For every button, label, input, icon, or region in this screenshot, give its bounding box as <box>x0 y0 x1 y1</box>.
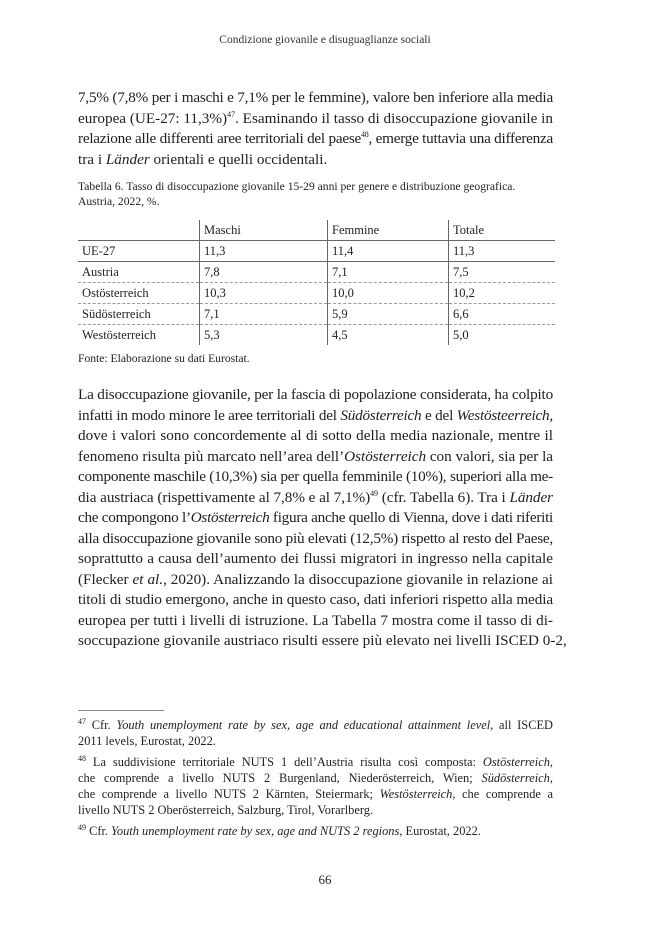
text-run: componente maschile (10,3%) sia per quella femminile (10%), superiori alla me- <box>78 468 553 485</box>
text-run: europea (UE-27: 11,3%) <box>78 109 228 127</box>
italic-term: et al. <box>132 570 164 588</box>
italic-term: Ostösterreich <box>344 447 427 465</box>
table-header-row <box>78 220 555 241</box>
table-cell: 7,1 <box>200 304 328 325</box>
text-run: (Flecker <box>78 570 133 588</box>
italic-title: Youth unemployment rate by sex, age and NUTS 2 regions <box>111 823 400 838</box>
text-run: soccupazione giovanile austriaco risulti essere più elevato nei livelli ISCED 0-2, <box>78 632 567 649</box>
text-run: titoli di studio emergono, anche in questo caso, dati inferiori rispetto alla media <box>78 591 553 608</box>
row-label: UE-27 <box>78 241 200 262</box>
text-run: alla disoccupazione giovanile sono più elevati (12,5%) rispetto al resto del Paese, <box>78 529 553 547</box>
text-run: che compongono l’ <box>78 509 191 526</box>
text-run: dia austriaca (rispettivamente al 7,8% e al 7,1%) <box>78 488 371 506</box>
table-cell: 11,3 <box>449 241 556 262</box>
table-cell: 7,8 <box>200 262 328 283</box>
footnote-47 <box>78 717 553 750</box>
table-cell: 6,6 <box>449 304 556 325</box>
intro-paragraph <box>78 88 553 170</box>
header-cell: Totale <box>449 220 556 241</box>
header-cell <box>78 220 200 241</box>
footnote-ref-49[interactable]: 49 <box>370 488 379 498</box>
text-run: Cfr. <box>86 718 117 732</box>
text-run: , <box>549 770 553 785</box>
table-caption <box>78 179 558 209</box>
text-run: La suddivisione territoriale NUTS 1 dell’Austria risulta così composta: <box>86 754 483 769</box>
text-run: , Eurostat, 2022. <box>399 823 481 838</box>
table-cell: 11,3 <box>200 241 328 262</box>
body-paragraph <box>78 385 567 652</box>
text-run: orientali e quelli occidentali. <box>149 150 328 168</box>
table-cell: 11,4 <box>328 241 449 262</box>
caption-line: Austria, 2022, %. <box>78 195 160 208</box>
unemployment-table <box>78 220 555 345</box>
table-cell: 7,1 <box>328 262 449 283</box>
table-row <box>78 325 555 346</box>
text-run: e del <box>421 406 457 424</box>
text-run: con valori, sia per la <box>426 447 553 465</box>
text-run: livello NUTS 2 Oberösterreich, Salzburg, Tirol, Vorarlberg. <box>78 803 374 818</box>
text-run: Cfr. <box>86 823 112 838</box>
table-row <box>78 304 555 325</box>
table-cell: 10,2 <box>449 283 556 304</box>
header-cell: Maschi <box>200 220 328 241</box>
text-run: 2011 levels, Eurostat, 2022. <box>78 734 216 749</box>
italic-term: Länder <box>509 488 554 506</box>
text-run: , emerge tuttavia una differenza <box>368 130 553 147</box>
italic-term: Südösterreich <box>340 406 422 424</box>
table-row <box>78 283 555 304</box>
row-label: Westösterreich <box>82 327 156 342</box>
row-label: Ostösterreich <box>78 283 200 304</box>
text-run: fenomeno risulta più marcato nell’area dell’ <box>78 447 345 465</box>
footnote-number: 49 <box>78 822 86 832</box>
text-run: relazione alle differenti aree territoriali del paese <box>78 130 361 147</box>
text-run: che comprende a livello NUTS 2 Burgenland, Niederösterreich, Wien; <box>78 770 482 785</box>
footnote-number: 47 <box>78 716 86 726</box>
caption-line: Tabella 6. Tasso di disoccupazione giovanile 15-29 anni per genere e distribuzione geografica. <box>78 180 516 193</box>
text-run: europea per tutti i livelli di istruzione. La Tabella 7 mostra come il tasso di di- <box>78 611 553 629</box>
text-run: , <box>549 754 553 769</box>
footnote-number: 48 <box>78 753 86 763</box>
table-row <box>78 241 555 262</box>
text-run: che comprende a <box>455 787 553 802</box>
text-run: . Esaminando il tasso di disoccupazione giovanile in <box>235 109 553 127</box>
text-run: 7,5% (7,8% per i maschi e 7,1% per le femmine), valore ben inferiore alla media <box>78 89 553 106</box>
table-cell: 5,3 <box>200 325 328 346</box>
footnote-49 <box>78 823 553 839</box>
text-run: che comprende a livello NUTS 2 Kärnten, Steiermark; <box>78 787 380 802</box>
table-cell: 5,9 <box>328 304 449 325</box>
text-run: dove i valori sono concordemente al di sotto della media nazionale, mentre il <box>78 427 553 444</box>
text-run: (cfr. Tabella 6). Tra i <box>378 488 510 506</box>
footnote-ref-47[interactable]: 47 <box>227 109 236 119</box>
footnotes <box>78 717 553 843</box>
text-run: , all ISCED <box>490 718 553 732</box>
text-run: figura anche quello di Vienna, dove i dati riferiti <box>269 509 553 526</box>
header-cell: Femmine <box>328 220 449 241</box>
footnote-divider <box>78 710 164 711</box>
italic-term: Länder <box>105 150 150 168</box>
italic-term: Westösterreich, <box>379 787 456 802</box>
table-row <box>78 262 555 283</box>
footnote-48 <box>78 754 553 819</box>
table-source: Fonte: Elaborazione su dati Eurostat. <box>78 352 250 365</box>
table-cell: 10,0 <box>328 283 449 304</box>
text-run: , 2020). Analizzando la disoccupazione giovanile in relazione ai <box>163 570 553 588</box>
table-cell: 7,5 <box>449 262 556 283</box>
text-run: La disoccupazione giovanile, per la fascia di popolazione considerata, ha colpito <box>78 386 553 403</box>
italic-term: Ostösterreich <box>482 754 550 769</box>
italic-title: Youth unemployment rate by sex, age and educational attainment level <box>116 718 491 732</box>
row-label: Südösterreich <box>78 304 200 325</box>
table-cell: 4,5 <box>328 325 449 346</box>
row-label: Austria <box>78 262 200 283</box>
page-number: 66 <box>318 872 332 887</box>
table-cell: 5,0 <box>449 325 556 346</box>
text-run: soprattutto a causa dell’aumento dei flussi migratori in ingresso nella capitale <box>78 550 553 567</box>
running-head: Condizione giovanile e disuguaglianze sociali <box>219 34 431 46</box>
text-run: tra i <box>78 150 106 168</box>
italic-term: Südösterreich <box>481 770 550 785</box>
footnote-ref-48[interactable]: 48 <box>361 129 369 139</box>
table-cell: 10,3 <box>200 283 328 304</box>
text-run: infatti in modo minore le aree territoriali del <box>78 406 341 424</box>
italic-term: Ostösterreich <box>190 509 270 526</box>
italic-term: Westösteerreich, <box>456 406 553 424</box>
